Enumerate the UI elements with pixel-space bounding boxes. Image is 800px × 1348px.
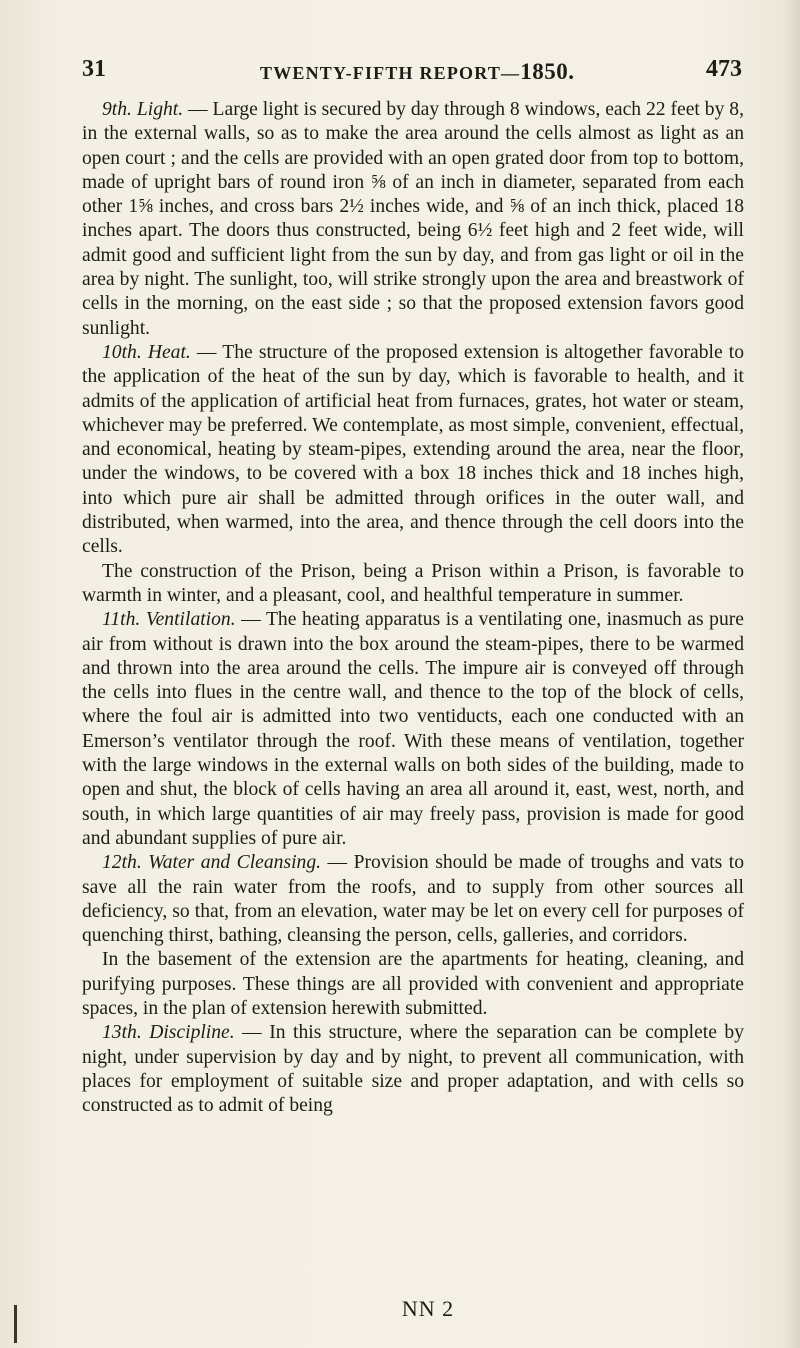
paragraph-construction [82, 560, 744, 609]
section-number: 31 [82, 56, 106, 82]
signature-mark [0, 1296, 800, 1322]
paragraph-text: — In this structure, where the separation can be complete by night, under supervision by day and by night, to prevent all communication, with places for employment of suitable size and proper adaptation, and with cells so constructed as to admit of being [82, 1022, 744, 1117]
page-edge-shadow [782, 0, 800, 1348]
signature-text: NN 2 [401, 1296, 455, 1321]
paragraph-ventilation [82, 608, 744, 851]
paragraph-text: — Large light is secured by day through 8 windows, each 22 feet by 8, in the external walls, so as to make the area around the cells almost as light as an open court ; and the cells are provided with an open grated door from top to bottom, made of upright bars of round iron ⅝ of an inch in diameter, separated from each other 1⅝ inches, and cross bars 2½ inches wide, and ⅝ of an inch thick, placed 18 inches apart. The doors thus constructed, being 6½ feet high and 2 feet wide, will admit good and sufficient light from the sun by day, and from gas light or oil in the area by night. The sunlight, too, will strike strongly upon the area and breastwork of cells in the morning, on the east side ; so that the proposed extension favors good sunlight. [82, 99, 744, 339]
paragraph-heading: 10th. Heat. [102, 341, 191, 363]
running-title [260, 59, 574, 85]
running-title-year: 1850. [520, 59, 575, 84]
binding-mark [14, 1305, 17, 1343]
paragraph-text: — The heating apparatus is a ventilating one, inasmuch as pure air from without is drawn into the box around the steam-pipes, there to be warmed and thrown into the area around the cells. The impure air is conveyed off through the cells into flues in the centre wall, and thence to the top of the block of cells, where the foul air is admitted into two ventiducts, each one conducted with an Emerson’s ventilator through the roof. With these means of ventilation, together with the large windows in the external walls on both sides of the building, made to open and shut, the block of cells having an area all around it, east, west, north, and south, in which large quantities of air may freely pass, provision is made for good and abundant supplies of pure air. [82, 609, 744, 849]
paragraph-text: — The structure of the proposed extension is altogether favorable to the application of the heat of the sun by day, which is favorable to health, and it admits of the application of artificial heat from furnaces, grates, hot water or steam, whichever may be preferred. We contemplate, as most simple, convenient, effectual, and economical, heating by steam-pipes, extending around the area, near the floor, under the windows, to be covered with a box 18 inches thick and 18 inches high, into which pure air shall be admitted through orifices in the outer wall, and distributed, when warmed, into the area, and thence through the cell doors into the cells. [82, 341, 744, 558]
paragraph-heading: 13th. Discipline. [102, 1022, 235, 1044]
body-text [82, 98, 744, 1118]
paragraph-heading: 11th. Ventilation. [102, 609, 236, 631]
paragraph-basement [82, 948, 744, 1021]
paragraph-text: — Provision should be made of troughs and vats to save all the rain water from the roofs, and to supply from other sources all deficiency, so that, from an elevation, water may be let on every cell for purposes of quenching thirst, bathing, cleansing the person, cells, galleries, and corridors. [82, 852, 744, 947]
page-number: 473 [706, 56, 742, 82]
paragraph-light [82, 98, 744, 341]
paragraph-heat [82, 341, 744, 560]
page-header [82, 56, 742, 86]
paragraph-text: The construction of the Prison, being a Prison within a Prison, is favorable to warmth in winter, and a pleasant, cool, and healthful temperature in summer. [82, 560, 744, 606]
paragraph-water [82, 851, 744, 948]
paragraph-discipline [82, 1021, 744, 1118]
paragraph-heading: 9th. Light. [102, 99, 184, 120]
running-title-text: TWENTY-FIFTH REPORT— [260, 63, 521, 83]
paragraph-text: In the basement of the extension are the apartments for heating, cleaning, and purifying purposes. These things are all provided with convenient and appropriate spaces, in the plan of extension herewith submitted. [82, 949, 744, 1019]
paragraph-heading: 12th. Water and Cleansing. [102, 852, 322, 874]
